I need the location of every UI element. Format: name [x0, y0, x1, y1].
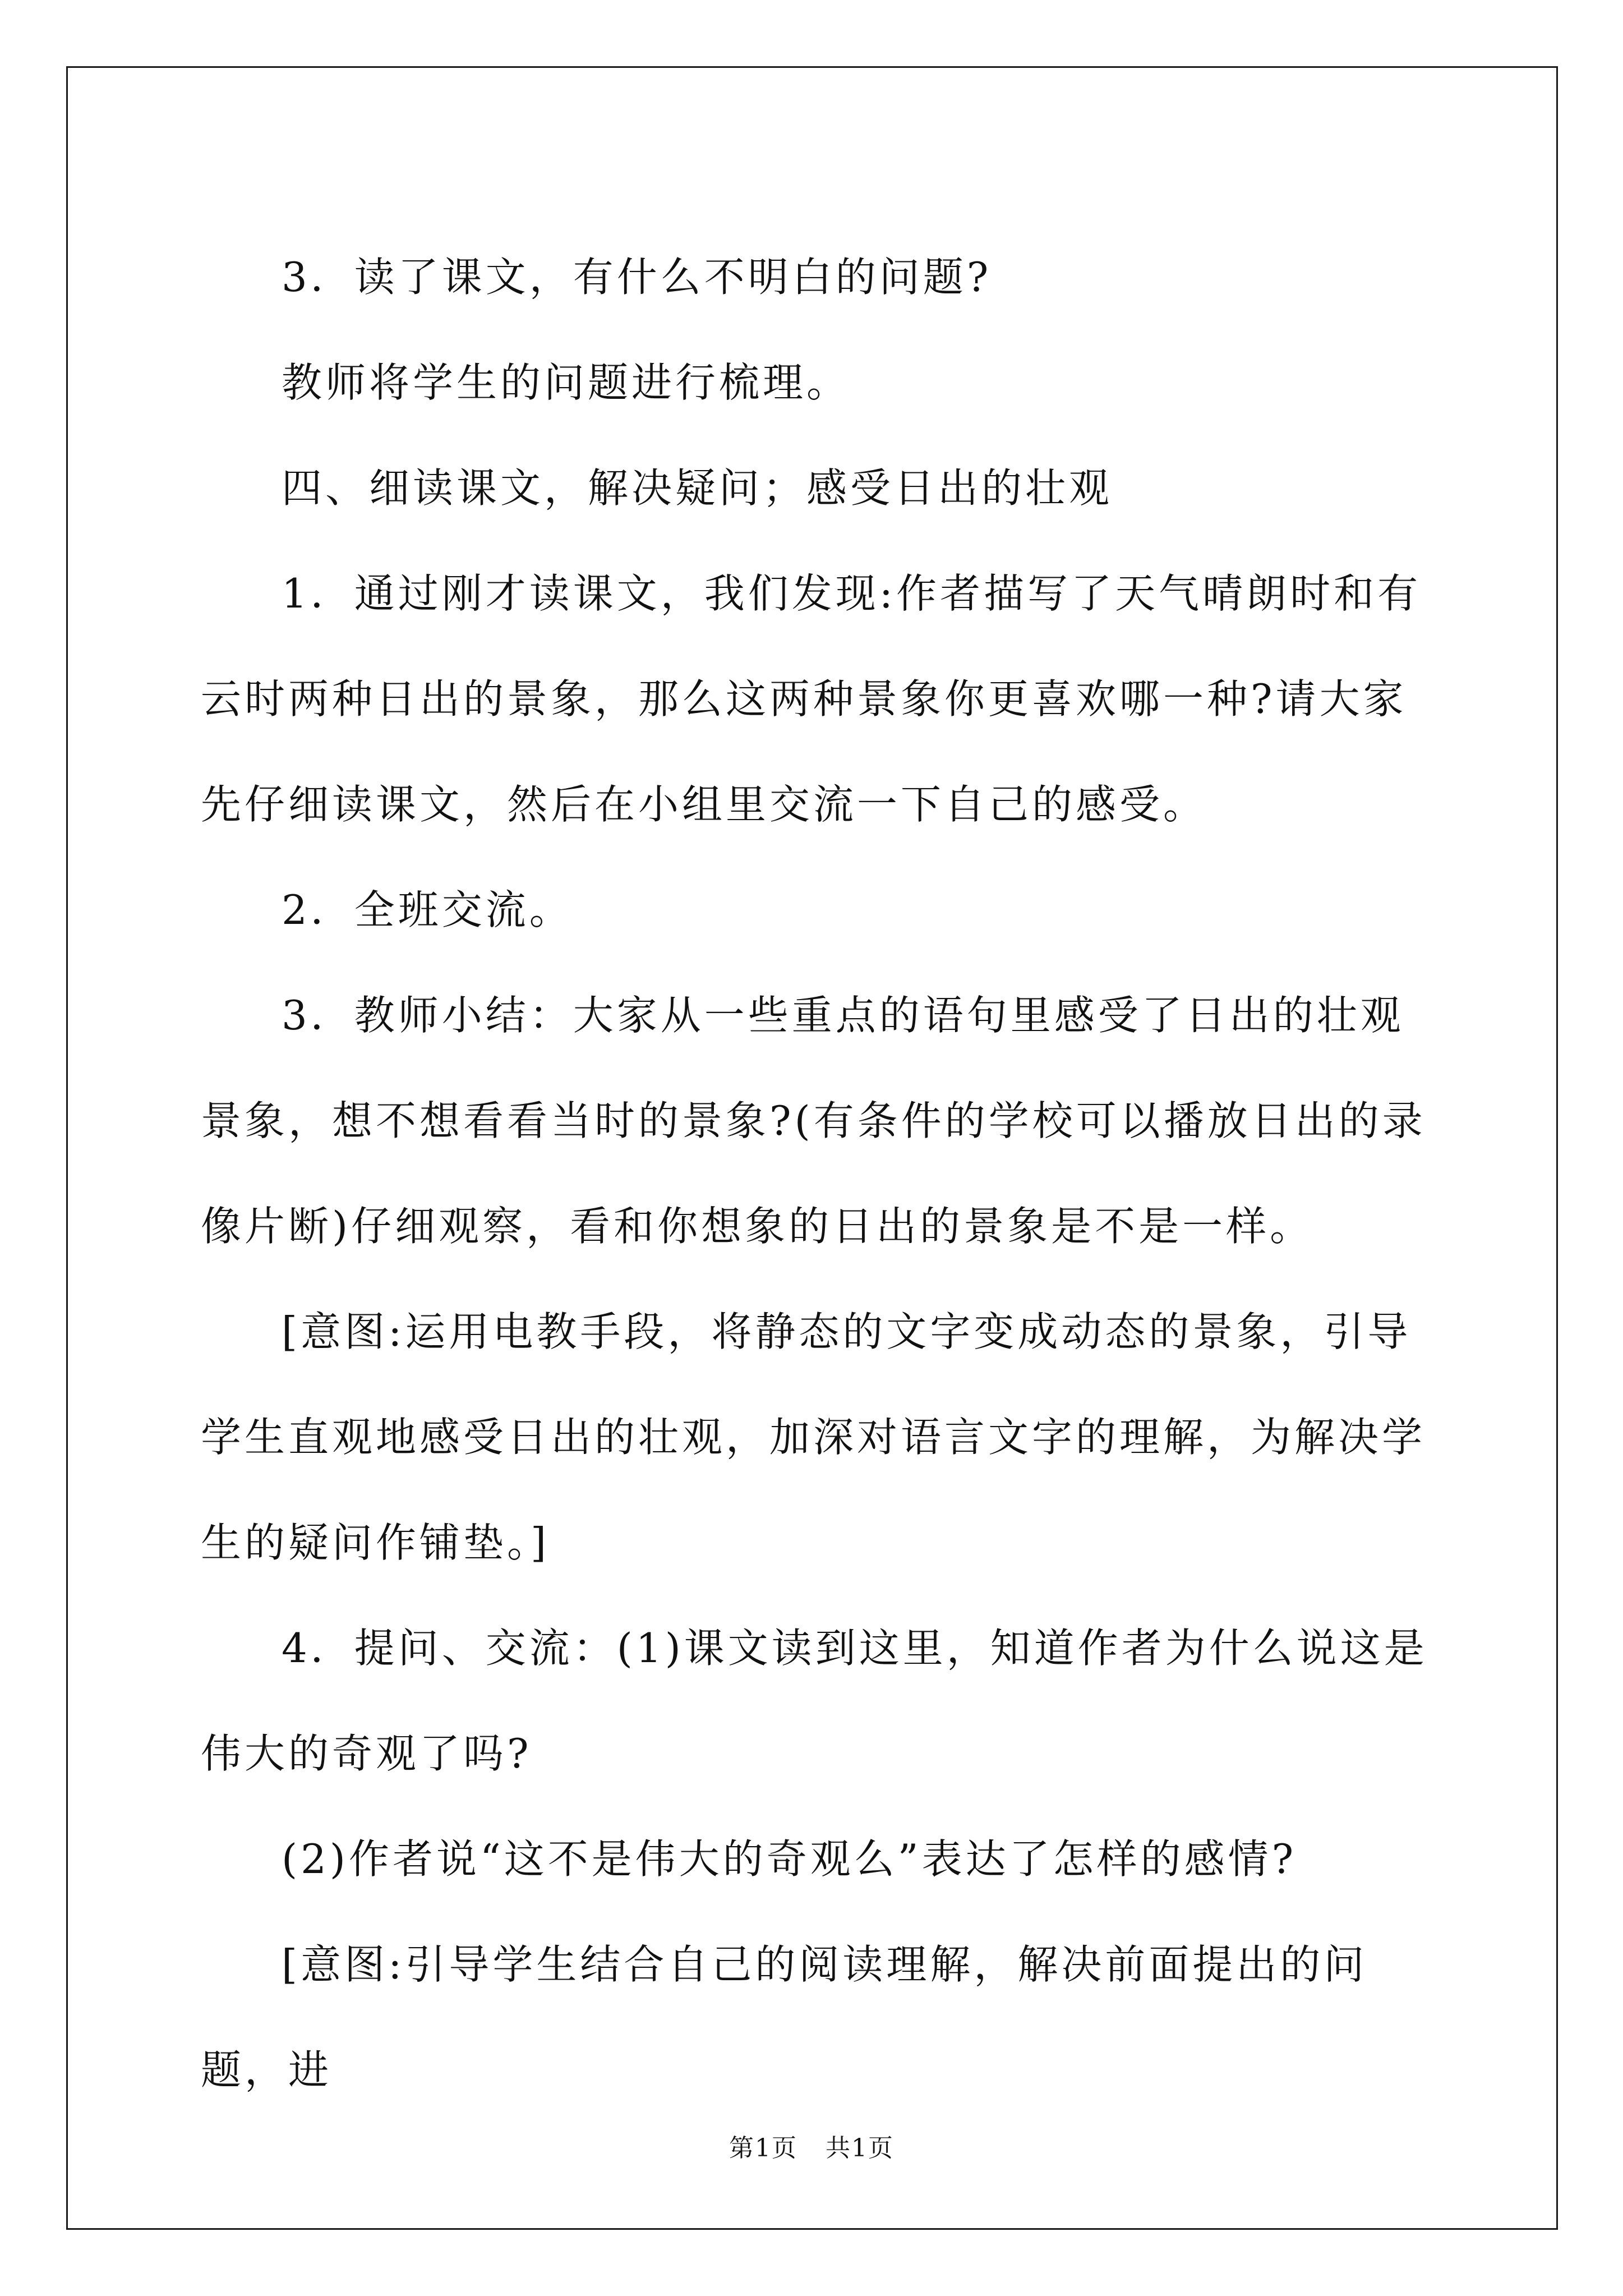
paragraph: (2)作者说“这不是伟大的奇观么”表达了怎样的感情?	[282, 1835, 1297, 1883]
section-heading: 四、细读课文，解决疑问；感受日出的壮观	[282, 464, 1113, 512]
page-number: 第1页	[729, 2134, 797, 2162]
intent-note: [意图:运用电教手段，将静态的文字变成动态的景象，引导学生直观地感受日出的壮观，加深对语言文字的理解，为解决学生的疑问作铺垫。]	[201, 1308, 1426, 1566]
document-body	[201, 224, 1435, 2123]
paragraph: 4．提问、交流：(1)课文读到这里，知道作者为什么说这是伟大的奇观了吗?	[201, 1625, 1428, 1777]
page-footer	[0, 2132, 1623, 2165]
paragraph: 1．通过刚才读课文，我们发现:作者描写了天气晴朗时和有云时两种日出的景象，那么这两种景象你更喜欢哪一种?请大家先仔细读课文，然后在小组里交流一下自己的感受。	[201, 570, 1422, 828]
paragraph: 教师将学生的问题进行梳理。	[282, 359, 851, 406]
paragraph: 3．读了课文，有什么不明白的问题?	[282, 254, 992, 301]
paragraph: 3．教师小结：大家从一些重点的语句里感受了日出的壮观景象，想不想看看当时的景象?(有条件的学校可以播放日出的录像片断)仔细观察，看和你想象的日出的景象是不是一样。	[201, 992, 1426, 1250]
paragraph: 2．全班交流。	[282, 886, 573, 933]
page-total: 共1页	[826, 2134, 894, 2162]
intent-note: [意图:引导学生结合自己的阅读理解，解决前面提出的问题，进	[201, 1941, 1368, 2093]
